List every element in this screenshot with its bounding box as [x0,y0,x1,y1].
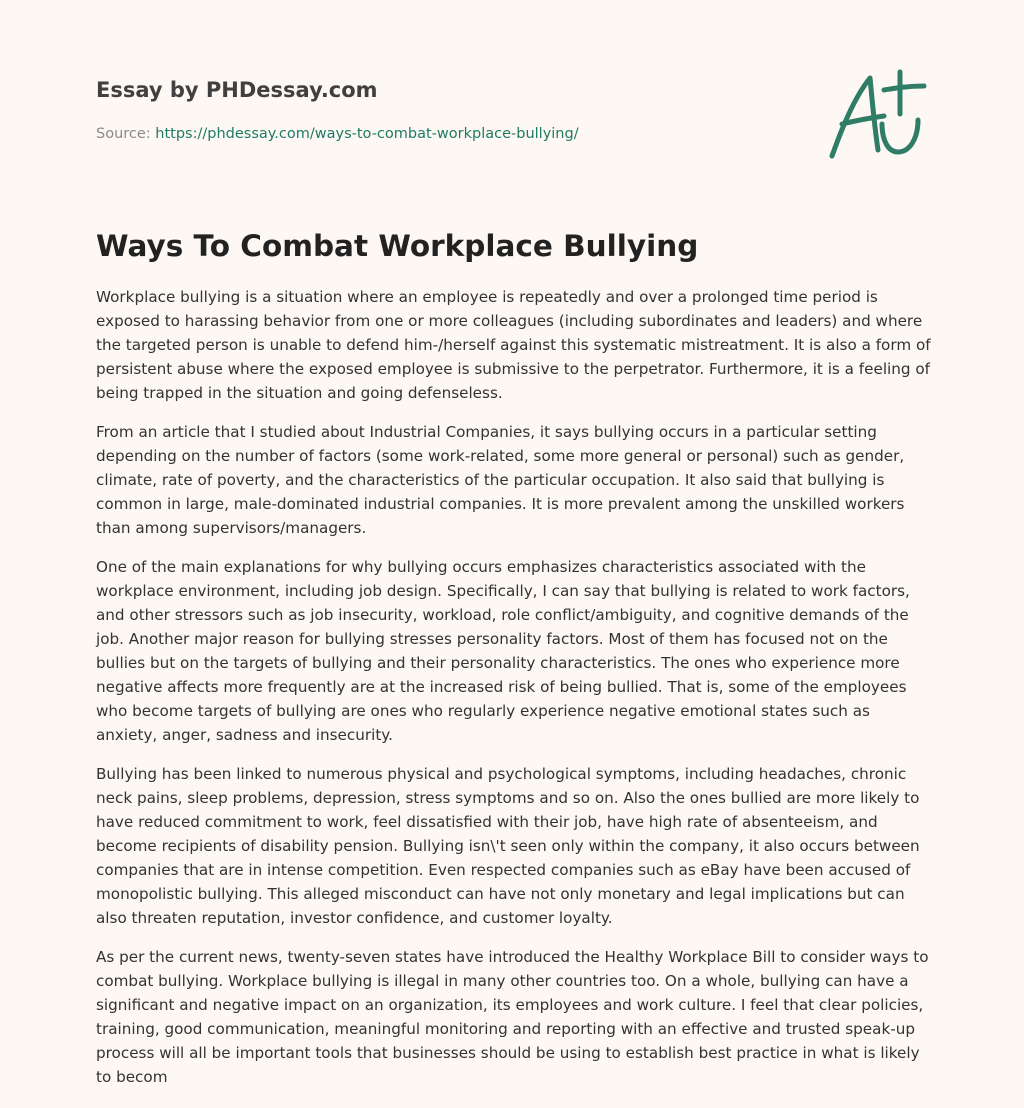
essay-title: Ways To Combat Workplace Bullying [96,229,699,263]
essay-body [96,285,934,1104]
source-label: Source: [96,126,156,142]
a-plus-icon [824,68,928,162]
brand-title: Essay by PHDessay.com [96,78,378,102]
source-link[interactable]: https://phdessay.com/ways-to-combat-workplace-bullying/ [155,126,579,142]
paragraph: Bullying has been linked to numerous physical and psychological symptoms, including headaches, chronic neck pains, sleep problems, depression, stress symptoms and so on. Also the ones bullied are more likely to have reduced commitment to work, feel dissatisfied with their job, have high rate of absenteeism, and become recipients of disability pension. Bullying isn\'t seen only within the company, it also occurs between companies that are in intense competition. Even respected companies such as eBay have been accused of monopolistic bullying. This alleged misconduct can have not only monetary and legal implications but can also threaten reputation, investor confidence, and customer loyalty. [96,765,920,927]
paragraph: One of the main explanations for why bullying occurs emphasizes characteristics associated with the workplace environment, including job design. Specifically, I can say that bullying is related to work factors, and other stressors such as job insecurity, workload, role conflict/ambiguity, and cognitive demands of the job. Another major reason for bullying stresses personality factors. Most of them has focused not on the bullies but on the targets of bullying and their personality characteristics. The ones who experience more negative affects more frequently are at the increased risk of being bullied. That is, some of the employees who become targets of bullying are ones who regularly experience negative emotional states such as anxiety, anger, sadness and insecurity. [96,558,910,744]
paragraph: From an article that I studied about Industrial Companies, it says bullying occurs in a particular setting depending on the number of factors (some work-related, some more general or personal) such as gender, climate, rate of poverty, and the characteristics of the particular occupation. It also said that bullying is common in large, male-dominated industrial companies. It is more prevalent among the unskilled workers than among supervisors/managers. [96,423,905,537]
essay-header [96,76,928,186]
paragraph: As per the current news, twenty-seven states have introduced the Healthy Workplace Bill to consider ways to combat bullying. Workplace bullying is illegal in many other countries too. On a whole, bullying can have a significant and negative impact on an organization, its employees and work culture. I feel that clear policies, training, good communication, meaningful monitoring and reporting with an effective and trusted speak-up process will all be important tools that businesses should be using to establish best practice in what is likely to becom [96,948,929,1086]
source-line [96,124,579,144]
paragraph: Workplace bullying is a situation where an employee is repeatedly and over a prolonged time period is exposed to harassing behavior from one or more colleagues (including subordinates and leaders) and where the targeted person is unable to defend him-/herself against this systematic mistreatment. It is also a form of persistent abuse where the exposed employee is submissive to the perpetrator. Furthermore, it is a feeling of being trapped in the situation and going defenseless. [96,288,931,402]
